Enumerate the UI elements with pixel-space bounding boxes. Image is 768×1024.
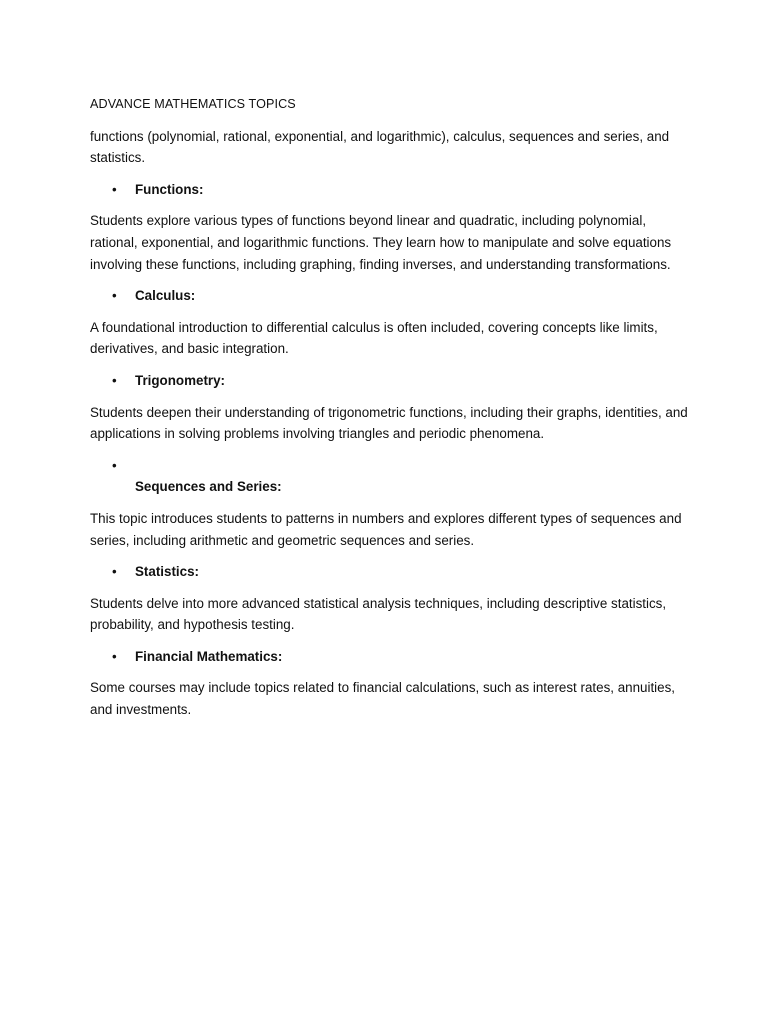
bullet-icon: • xyxy=(112,457,117,473)
section-heading-label: Financial Mathematics: xyxy=(135,648,283,664)
section-heading-sequences-and-series xyxy=(90,455,690,498)
section-heading-calculus xyxy=(90,285,690,307)
bullet-icon: • xyxy=(112,372,117,388)
section-body-sequences-and-series: This topic introduces students to patterns in numbers and explores different types of sequences and series, including arithmetic and geometric sequences and series. xyxy=(90,510,682,548)
document-body xyxy=(90,94,690,731)
section-heading-statistics xyxy=(90,561,690,583)
section-heading-label: Sequences and Series: xyxy=(135,479,282,495)
section-heading-label: Calculus: xyxy=(135,288,196,304)
intro-paragraph: functions (polynomial, rational, exponential, and logarithmic), calculus, sequences and series, and statistics. xyxy=(90,128,670,166)
bullet-icon: • xyxy=(112,181,117,197)
section-heading-label: Statistics: xyxy=(135,564,199,580)
section-body-functions: Students explore various types of functions beyond linear and quadratic, including polynomial, rational, exponential, and logarithmic functions. They learn how to manipulate and solve equations involving these functions, including graphing, finding inverses, and understanding transformations. xyxy=(90,213,672,272)
bullet-icon: • xyxy=(112,288,117,304)
section-heading-functions xyxy=(90,179,690,201)
document-title: ADVANCE MATHEMATICS TOPICS xyxy=(90,97,296,111)
bullet-icon: • xyxy=(112,648,117,664)
section-heading-label: Trigonometry: xyxy=(135,372,226,388)
section-heading-trigonometry xyxy=(90,370,690,392)
section-body-financial-mathematics: Some courses may include topics related to financial calculations, such as interest rates, annuities, and investments. xyxy=(90,680,676,718)
bullet-icon: • xyxy=(112,564,117,580)
section-heading-label: Functions: xyxy=(135,181,204,197)
section-body-calculus: A foundational introduction to differential calculus is often included, covering concepts like limits, derivatives, and basic integration. xyxy=(90,319,658,357)
section-heading-financial-mathematics xyxy=(90,646,690,668)
section-body-trigonometry: Students deepen their understanding of trigonometric functions, including their graphs, identities, and applications in solving problems involving triangles and periodic phenomena. xyxy=(90,404,688,442)
section-body-statistics: Students delve into more advanced statistical analysis techniques, including descriptive statistics, probability, and hypothesis testing. xyxy=(90,595,667,633)
